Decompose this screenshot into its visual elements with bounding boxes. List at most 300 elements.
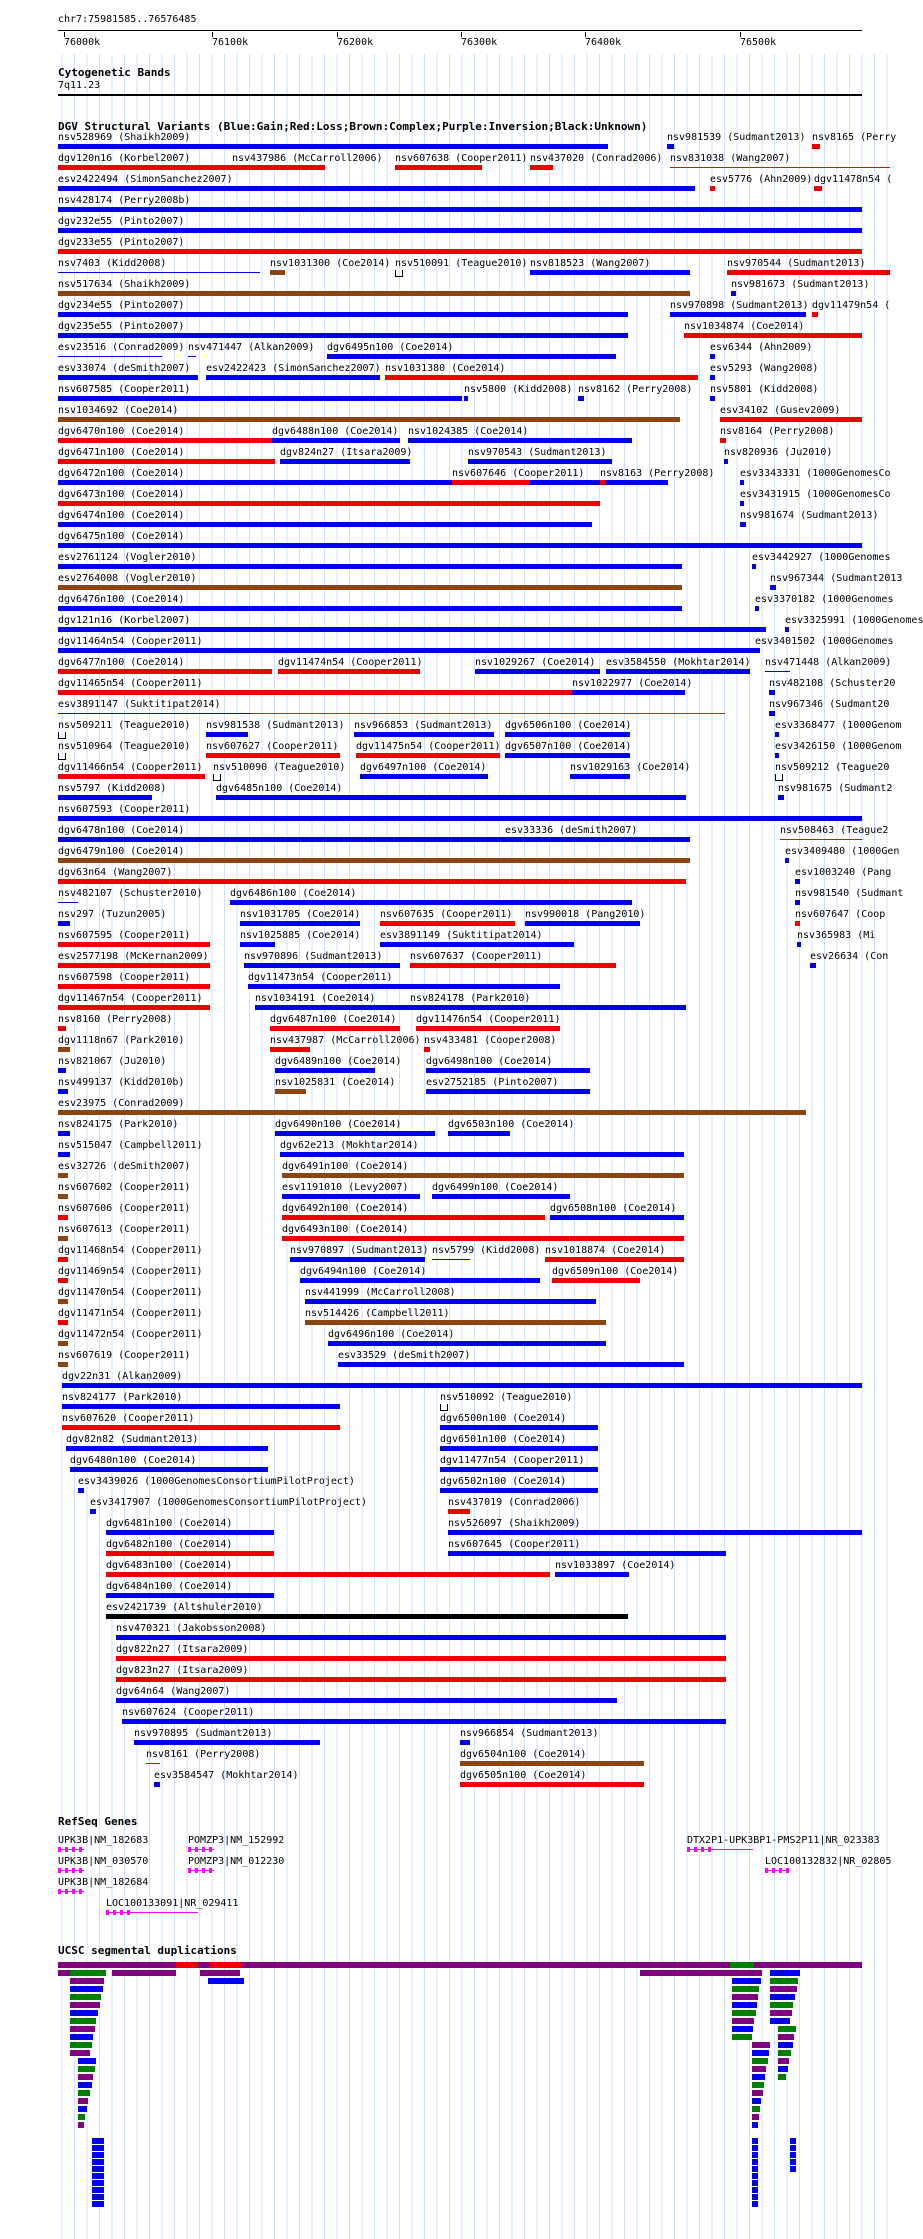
segdup-block[interactable] [732, 1986, 759, 1992]
variant-label[interactable]: dgv6479n100 (Coe2014) [58, 846, 185, 857]
variant-bar[interactable] [468, 459, 612, 464]
variant-bar[interactable] [440, 1488, 598, 1493]
variant-bar[interactable] [600, 480, 606, 485]
segdup-block[interactable] [70, 1986, 103, 1992]
variant-label[interactable]: esv3891149 (Suktitipat2014) [380, 930, 543, 941]
variant-label[interactable]: esv6344 (Ahn2009) [710, 342, 813, 353]
variant-label[interactable]: dgv6474n100 (Coe2014) [58, 510, 185, 521]
variant-label[interactable]: nsv5801 (Kidd2008) [710, 384, 819, 395]
variant-bar[interactable] [448, 1131, 510, 1136]
variant-bar[interactable] [122, 1719, 726, 1724]
variant-bar[interactable] [58, 1362, 68, 1367]
variant-label[interactable]: nsv824178 (Park2010) [410, 993, 531, 1004]
variant-bar[interactable] [206, 732, 248, 737]
variant-bar[interactable] [555, 1572, 629, 1577]
variant-label[interactable]: dgv6500n100 (Coe2014) [440, 1413, 567, 1424]
variant-label[interactable]: nsv510091 (Teague2010) [395, 258, 528, 269]
variant-label[interactable]: nsv607645 (Cooper2011) [448, 1539, 581, 1550]
segdup-block[interactable] [752, 2152, 758, 2158]
variant-bar[interactable] [460, 1761, 644, 1766]
variant-label[interactable]: nsv607647 (Coop [795, 909, 886, 920]
segdup-block[interactable] [752, 2194, 758, 2200]
variant-bar[interactable] [58, 186, 695, 191]
variant-bar[interactable] [797, 942, 801, 947]
variant-label[interactable]: nsv607602 (Cooper2011) [58, 1182, 191, 1193]
variant-label[interactable]: nsv981539 (Sudmant2013) [667, 132, 806, 143]
variant-label[interactable]: dgv62e213 (Mokhtar2014) [280, 1140, 419, 1151]
variant-bar[interactable] [416, 1026, 560, 1031]
segdup-track-title[interactable]: UCSC segmental duplications [58, 1944, 237, 1957]
variant-bar[interactable] [710, 354, 715, 359]
refseq-track-title[interactable]: RefSeq Genes [58, 1815, 138, 1828]
variant-label[interactable]: dgv6483n100 (Coe2014) [106, 1560, 233, 1571]
variant-label[interactable]: dgv6490n100 (Coe2014) [275, 1119, 402, 1130]
segdup-block[interactable] [778, 2074, 786, 2080]
variant-bar[interactable] [106, 1551, 274, 1556]
variant-bar[interactable] [58, 1236, 68, 1241]
variant-label[interactable]: esv3891147 (Suktitipat2014) [58, 699, 221, 710]
variant-label[interactable]: nsv528969 (Shaikh2009) [58, 132, 191, 143]
variant-bar[interactable] [62, 1425, 340, 1430]
variant-label[interactable]: dgv11464n54 (Cooper2011) [58, 636, 203, 647]
variant-label[interactable]: nsv607638 (Cooper2011) [395, 153, 528, 164]
variant-label[interactable]: nsv8160 (Perry2008) [58, 1014, 173, 1025]
variant-bar[interactable] [58, 669, 272, 674]
segdup-block[interactable] [112, 1970, 176, 1976]
segdup-block[interactable] [78, 2066, 95, 2072]
segdup-block[interactable] [778, 2058, 789, 2064]
variant-label[interactable]: dgv6472n100 (Coe2014) [58, 468, 185, 479]
variant-bar[interactable] [305, 1320, 606, 1325]
segdup-block[interactable] [752, 2074, 765, 2080]
variant-bar[interactable] [188, 356, 196, 357]
segdup-block[interactable] [790, 2138, 796, 2144]
variant-bar[interactable] [58, 1341, 68, 1346]
variant-label[interactable]: nsv437019 (Conrad2006) [448, 1497, 581, 1508]
dgv-track-title[interactable]: DGV Structural Variants (Blue:Gain;Red:Loss;Brown:Complex;Purple:Inversion;Black:Unknown) [58, 120, 648, 133]
variant-label[interactable]: dgv6489n100 (Coe2014) [275, 1056, 402, 1067]
variant-bar[interactable] [58, 1089, 68, 1094]
variant-bar[interactable] [58, 984, 210, 989]
variant-bar[interactable] [578, 396, 584, 401]
variant-label[interactable]: esv3401502 (1000Genomes [755, 636, 894, 647]
variant-bar[interactable] [275, 1068, 375, 1073]
variant-bar[interactable] [116, 1656, 726, 1661]
variant-bar[interactable] [58, 795, 152, 800]
variant-label[interactable]: nsv607619 (Cooper2011) [58, 1350, 191, 1361]
segdup-block[interactable] [778, 2034, 794, 2040]
segdup-block[interactable] [732, 2002, 757, 2008]
segdup-block[interactable] [752, 2090, 763, 2096]
variant-label[interactable]: esv2422494 (SimonSanchez2007) [58, 174, 233, 185]
segdup-block[interactable] [752, 2187, 758, 2193]
variant-label[interactable]: nsv437986 (McCarroll2006) [232, 153, 383, 164]
variant-bar[interactable] [780, 839, 862, 840]
segdup-block[interactable] [752, 2173, 758, 2179]
variant-bar[interactable] [280, 1152, 684, 1157]
variant-bar[interactable] [58, 1257, 68, 1262]
segdup-block[interactable] [732, 2010, 756, 2016]
segdup-block[interactable] [752, 2145, 758, 2151]
variant-label[interactable]: nsv1029267 (Coe2014) [475, 657, 596, 668]
variant-bar[interactable] [778, 795, 784, 800]
variant-bar[interactable] [667, 144, 674, 149]
variant-bar[interactable] [354, 732, 494, 737]
segdup-block[interactable] [770, 1978, 798, 1984]
segdup-block[interactable] [70, 2042, 92, 2048]
variant-label[interactable]: dgv6508n100 (Coe2014) [550, 1203, 677, 1214]
variant-label[interactable]: nsv515047 (Campbell2011) [58, 1140, 203, 1151]
variant-label[interactable]: dgv6477n100 (Coe2014) [58, 657, 185, 668]
variant-label[interactable]: nsv509212 (Teague20 [775, 762, 890, 773]
variant-bar[interactable] [460, 1782, 644, 1787]
variant-label[interactable]: dgv232e55 (Pinto2007) [58, 216, 185, 227]
variant-label[interactable]: nsv966853 (Sudmant2013) [354, 720, 493, 731]
variant-label[interactable]: nsv510090 (Teague2010) [213, 762, 346, 773]
variant-label[interactable]: nsv607635 (Cooper2011) [380, 909, 513, 920]
variant-label[interactable]: esv3584550 (Mokhtar2014) [606, 657, 751, 668]
variant-label[interactable]: nsv297 (Tuzun2005) [58, 909, 167, 920]
variant-bar[interactable] [58, 522, 592, 527]
variant-label[interactable]: nsv510092 (Teague2010) [440, 1392, 573, 1403]
segdup-block[interactable] [778, 2042, 793, 2048]
variant-bar[interactable] [275, 1089, 306, 1094]
variant-bar[interactable] [814, 186, 822, 191]
variant-bar[interactable] [58, 249, 862, 254]
variant-bar[interactable] [58, 774, 205, 779]
segdup-block[interactable] [78, 2082, 92, 2088]
variant-bar[interactable] [775, 753, 779, 758]
variant-label[interactable]: dgv6473n100 (Coe2014) [58, 489, 185, 500]
variant-label[interactable]: dgv6491n100 (Coe2014) [282, 1161, 409, 1172]
segdup-block[interactable] [70, 1970, 106, 1976]
variant-label[interactable]: dgv6498n100 (Coe2014) [426, 1056, 553, 1067]
variant-bar[interactable] [58, 1299, 68, 1304]
segdup-block[interactable] [770, 1986, 797, 1992]
segdup-block[interactable] [770, 2010, 792, 2016]
variant-bar[interactable] [116, 1698, 617, 1703]
variant-label[interactable]: nsv607595 (Cooper2011) [58, 930, 191, 941]
variant-bar[interactable] [58, 165, 232, 170]
cytoband-track-title[interactable]: Cytogenetic Bands [58, 66, 171, 79]
variant-bar[interactable] [440, 1425, 598, 1430]
variant-label[interactable]: nsv820936 (Ju2010) [724, 447, 833, 458]
segdup-block[interactable] [770, 1994, 795, 2000]
segdup-block[interactable] [752, 2082, 764, 2088]
variant-label[interactable]: esv2761124 (Vogler2010) [58, 552, 197, 563]
variant-bar[interactable] [572, 690, 685, 695]
variant-label[interactable]: nsv8164 (Perry2008) [720, 426, 835, 437]
variant-bar[interactable] [58, 902, 78, 903]
variant-label[interactable]: dgv6507n100 (Coe2014) [505, 741, 632, 752]
variant-label[interactable]: esv1191010 (Levy2007) [282, 1182, 409, 1193]
variant-label[interactable]: dgv6478n100 (Coe2014) [58, 825, 185, 836]
segdup-block[interactable] [770, 2002, 793, 2008]
variant-label[interactable]: dgv6502n100 (Coe2014) [440, 1476, 567, 1487]
segdup-block[interactable] [790, 2159, 796, 2165]
variant-label[interactable]: nsv509211 (Teague2010) [58, 720, 191, 731]
variant-label[interactable]: nsv607585 (Cooper2011) [58, 384, 191, 395]
variant-label[interactable]: nsv1034692 (Coe2014) [58, 405, 179, 416]
variant-bar[interactable] [545, 1257, 684, 1262]
segdup-block[interactable] [92, 2166, 104, 2172]
variant-label[interactable]: dgv6503n100 (Coe2014) [448, 1119, 575, 1130]
variant-bar[interactable] [58, 858, 690, 863]
variant-label[interactable]: nsv499137 (Kidd2010b) [58, 1077, 185, 1088]
variant-bar[interactable] [670, 167, 890, 168]
variant-bar[interactable] [58, 1005, 210, 1010]
variant-label[interactable]: dgv6505n100 (Coe2014) [460, 1770, 587, 1781]
variant-label[interactable]: dgv6488n100 (Coe2014) [272, 426, 399, 437]
variant-label[interactable]: esv34102 (Gusev2009) [720, 405, 841, 416]
variant-bar[interactable] [116, 1677, 726, 1682]
variant-bar[interactable] [720, 438, 726, 443]
segdup-block[interactable] [732, 1978, 761, 1984]
variant-bar[interactable] [452, 480, 530, 485]
variant-label[interactable]: nsv8163 (Perry2008) [600, 468, 715, 479]
variant-bar[interactable] [270, 1026, 400, 1031]
variant-bar[interactable] [765, 671, 790, 672]
variant-bar[interactable] [769, 711, 775, 716]
variant-bar[interactable] [731, 291, 736, 296]
segdup-block[interactable] [70, 2018, 96, 2024]
variant-bar[interactable] [440, 1467, 598, 1472]
variant-label[interactable]: dgv6485n100 (Coe2014) [216, 783, 343, 794]
segdup-block[interactable] [78, 2090, 90, 2096]
variant-bar[interactable] [90, 1509, 96, 1514]
segdup-block[interactable] [78, 2074, 93, 2080]
variant-label[interactable]: nsv433481 (Cooper2008) [424, 1035, 557, 1046]
segdup-block[interactable] [752, 2122, 758, 2128]
variant-label[interactable]: nsv1024385 (Coe2014) [408, 426, 529, 437]
variant-bar[interactable] [58, 1152, 70, 1157]
variant-bar[interactable] [550, 1215, 684, 1220]
variant-label[interactable]: dgv6486n100 (Coe2014) [230, 888, 357, 899]
variant-label[interactable]: dgv11472n54 (Cooper2011) [58, 1329, 203, 1340]
variant-label[interactable]: nsv1034191 (Coe2014) [255, 993, 376, 1004]
variant-bar[interactable] [795, 900, 800, 905]
variant-bar[interactable] [282, 1173, 684, 1178]
variant-bar[interactable] [385, 375, 698, 380]
variant-bar[interactable] [410, 963, 616, 968]
variant-label[interactable]: dgv120n16 (Korbel2007) [58, 153, 191, 164]
segdup-block[interactable] [752, 2159, 758, 2165]
variant-bar[interactable] [710, 186, 715, 191]
variant-bar[interactable] [724, 459, 728, 464]
variant-label[interactable]: nsv1034874 (Coe2014) [684, 321, 805, 332]
variant-label[interactable]: nsv428174 (Perry2008b) [58, 195, 191, 206]
variant-bar[interactable] [740, 501, 744, 506]
variant-label[interactable]: nsv981674 (Sudmant2013) [740, 510, 879, 521]
variant-label[interactable]: nsv970895 (Sudmant2013) [134, 1728, 273, 1739]
variant-bar[interactable] [58, 459, 275, 464]
variant-bar[interactable] [58, 1320, 68, 1325]
variant-label[interactable]: nsv981540 (Sudmant [795, 888, 904, 899]
segdup-block[interactable] [752, 2138, 758, 2144]
variant-label[interactable]: dgv6482n100 (Coe2014) [106, 1539, 233, 1550]
segdup-block[interactable] [92, 2159, 104, 2165]
variant-label[interactable]: nsv607646 (Cooper2011) [452, 468, 585, 479]
variant-bar[interactable] [752, 564, 756, 569]
variant-label[interactable]: nsv981673 (Sudmant2013) [731, 279, 870, 290]
variant-bar[interactable] [305, 1299, 596, 1304]
variant-label[interactable]: dgv11469n54 (Cooper2011) [58, 1266, 203, 1277]
variant-bar[interactable] [58, 963, 210, 968]
variant-bar[interactable] [380, 942, 574, 947]
segdup-block[interactable] [752, 2106, 760, 2112]
variant-label[interactable]: nsv471447 (Alkan2009) [188, 342, 315, 353]
variant-label[interactable]: nsv471448 (Alkan2009) [765, 657, 892, 668]
segdup-block[interactable] [70, 2002, 100, 2008]
variant-label[interactable]: esv2421739 (Altshuler2010) [106, 1602, 263, 1613]
variant-bar[interactable] [106, 1572, 550, 1577]
variant-bar[interactable] [505, 732, 630, 737]
variant-label[interactable]: dgv6475n100 (Coe2014) [58, 531, 185, 542]
variant-bar[interactable] [240, 942, 275, 947]
variant-bar[interactable] [58, 480, 668, 485]
variant-bar[interactable] [134, 1740, 320, 1745]
variant-label[interactable]: dgv6506n100 (Coe2014) [505, 720, 632, 731]
variant-label[interactable]: dgv11465n54 (Cooper2011) [58, 678, 203, 689]
segdup-block[interactable] [70, 2010, 98, 2016]
variant-bar[interactable] [380, 921, 515, 926]
variant-label[interactable]: esv3426150 (1000Genom [775, 741, 902, 752]
segdup-block[interactable] [640, 1970, 736, 1976]
variant-label[interactable]: dgv1118n67 (Park2010) [58, 1035, 185, 1046]
variant-bar[interactable] [250, 713, 725, 714]
variant-bar[interactable] [530, 270, 690, 275]
segdup-block[interactable] [200, 1970, 240, 1976]
segdup-block[interactable] [92, 2145, 104, 2151]
refseq-gene-label[interactable]: UPK3B|NM_182683 [58, 1835, 149, 1846]
segdup-block[interactable] [790, 2166, 796, 2172]
variant-label[interactable]: nsv970897 (Sudmant2013) [290, 1245, 429, 1256]
variant-bar[interactable] [62, 1404, 340, 1409]
variant-bar[interactable] [410, 1005, 686, 1010]
variant-bar[interactable] [58, 1194, 68, 1199]
segdup-block[interactable] [92, 2152, 104, 2158]
variant-label[interactable]: dgv11475n54 (Cooper2011) [356, 741, 501, 752]
variant-bar[interactable] [146, 1763, 160, 1764]
segdup-block[interactable] [92, 2138, 104, 2144]
segdup-block[interactable] [790, 2152, 796, 2158]
variant-bar[interactable] [270, 1047, 310, 1052]
variant-bar[interactable] [78, 1488, 84, 1493]
segdup-block[interactable] [790, 2145, 796, 2151]
variant-label[interactable]: dgv11470n54 (Cooper2011) [58, 1287, 203, 1298]
variant-label[interactable]: dgv824n27 (Itsara2009) [280, 447, 413, 458]
variant-label[interactable]: nsv1025831 (Coe2014) [275, 1077, 396, 1088]
variant-bar[interactable] [58, 1131, 70, 1136]
variant-label[interactable]: nsv966854 (Sudmant2013) [460, 1728, 599, 1739]
variant-label[interactable]: dgv6492n100 (Coe2014) [282, 1203, 409, 1214]
variant-label[interactable]: dgv11477n54 (Cooper2011) [440, 1455, 585, 1466]
variant-bar[interactable] [58, 1278, 68, 1283]
variant-label[interactable]: nsv8161 (Perry2008) [146, 1749, 261, 1760]
variant-bar[interactable] [775, 774, 783, 781]
variant-bar[interactable] [755, 606, 759, 611]
segdup-block[interactable] [752, 2042, 770, 2048]
variant-bar[interactable] [426, 1089, 590, 1094]
variant-label[interactable]: nsv818523 (Wang2007) [530, 258, 651, 269]
segdup-block[interactable] [752, 2114, 759, 2120]
variant-bar[interactable] [356, 753, 500, 758]
segdup-block[interactable] [92, 2201, 104, 2207]
variant-label[interactable]: nsv8165 (Perry [812, 132, 897, 143]
variant-bar[interactable] [327, 354, 616, 359]
variant-bar[interactable] [424, 1047, 430, 1052]
variant-bar[interactable] [58, 732, 66, 739]
variant-bar[interactable] [810, 963, 816, 968]
segdup-block[interactable] [770, 2018, 790, 2024]
variant-label[interactable]: nsv8162 (Perry2008) [578, 384, 693, 395]
variant-label[interactable]: nsv510964 (Teague2010) [58, 741, 191, 752]
variant-bar[interactable] [248, 984, 560, 989]
variant-bar[interactable] [232, 165, 325, 170]
variant-bar[interactable] [785, 627, 789, 632]
variant-bar[interactable] [58, 438, 272, 443]
variant-bar[interactable] [116, 1635, 726, 1640]
variant-label[interactable]: esv2752185 (Pinto2007) [426, 1077, 559, 1088]
variant-label[interactable]: nsv7403 (Kidd2008) [58, 258, 167, 269]
variant-bar[interactable] [448, 1551, 726, 1556]
variant-bar[interactable] [812, 144, 820, 149]
segdup-block[interactable] [752, 2098, 761, 2104]
variant-label[interactable]: dgv121n16 (Korbel2007) [58, 615, 191, 626]
variant-bar[interactable] [58, 1215, 68, 1220]
variant-label[interactable]: nsv437020 (Conrad2006) [530, 153, 663, 164]
variant-bar[interactable] [795, 921, 800, 926]
variant-bar[interactable] [66, 1446, 268, 1451]
variant-label[interactable]: nsv607593 (Cooper2011) [58, 804, 191, 815]
variant-label[interactable]: dgv22n31 (Alkan2009) [62, 1371, 183, 1382]
variant-label[interactable]: esv3417907 (1000GenomesConsortiumPilotProject) [90, 1497, 367, 1508]
segdup-block[interactable] [210, 1962, 242, 1968]
variant-bar[interactable] [106, 1530, 274, 1535]
variant-bar[interactable] [460, 1740, 470, 1745]
variant-label[interactable]: dgv11466n54 (Cooper2011) [58, 762, 203, 773]
variant-label[interactable]: esv3584547 (Mokhtar2014) [154, 1770, 299, 1781]
segdup-block[interactable] [732, 2026, 753, 2032]
variant-bar[interactable] [755, 648, 759, 653]
variant-bar[interactable] [58, 753, 66, 760]
variant-bar[interactable] [426, 1068, 590, 1073]
segdup-block[interactable] [752, 2201, 758, 2207]
segdup-block[interactable] [92, 2194, 104, 2200]
variant-bar[interactable] [206, 375, 380, 380]
variant-label[interactable]: dgv11468n54 (Cooper2011) [58, 1245, 203, 1256]
segdup-block[interactable] [92, 2173, 104, 2179]
variant-label[interactable]: dgv6509n100 (Coe2014) [552, 1266, 679, 1277]
variant-bar[interactable] [58, 501, 600, 506]
variant-label[interactable]: nsv970544 (Sudmant2013) [727, 258, 866, 269]
variant-bar[interactable] [360, 774, 488, 779]
refseq-gene-label[interactable]: UPK3B|NM_182684 [58, 1877, 149, 1888]
variant-bar[interactable] [812, 312, 818, 317]
variant-label[interactable]: dgv823n27 (Itsara2009) [116, 1665, 249, 1676]
variant-bar[interactable] [58, 585, 682, 590]
variant-bar[interactable] [740, 480, 744, 485]
segdup-block[interactable] [764, 1962, 792, 1968]
variant-label[interactable]: nsv1031300 (Coe2014) [270, 258, 391, 269]
variant-bar[interactable] [58, 396, 462, 401]
variant-label[interactable]: nsv508463 (Teague2 [780, 825, 889, 836]
variant-label[interactable]: esv2764008 (Vogler2010) [58, 573, 197, 584]
variant-bar[interactable] [58, 648, 760, 653]
variant-bar[interactable] [230, 900, 632, 905]
variant-label[interactable]: dgv6480n100 (Coe2014) [70, 1455, 197, 1466]
variant-bar[interactable] [770, 585, 776, 590]
